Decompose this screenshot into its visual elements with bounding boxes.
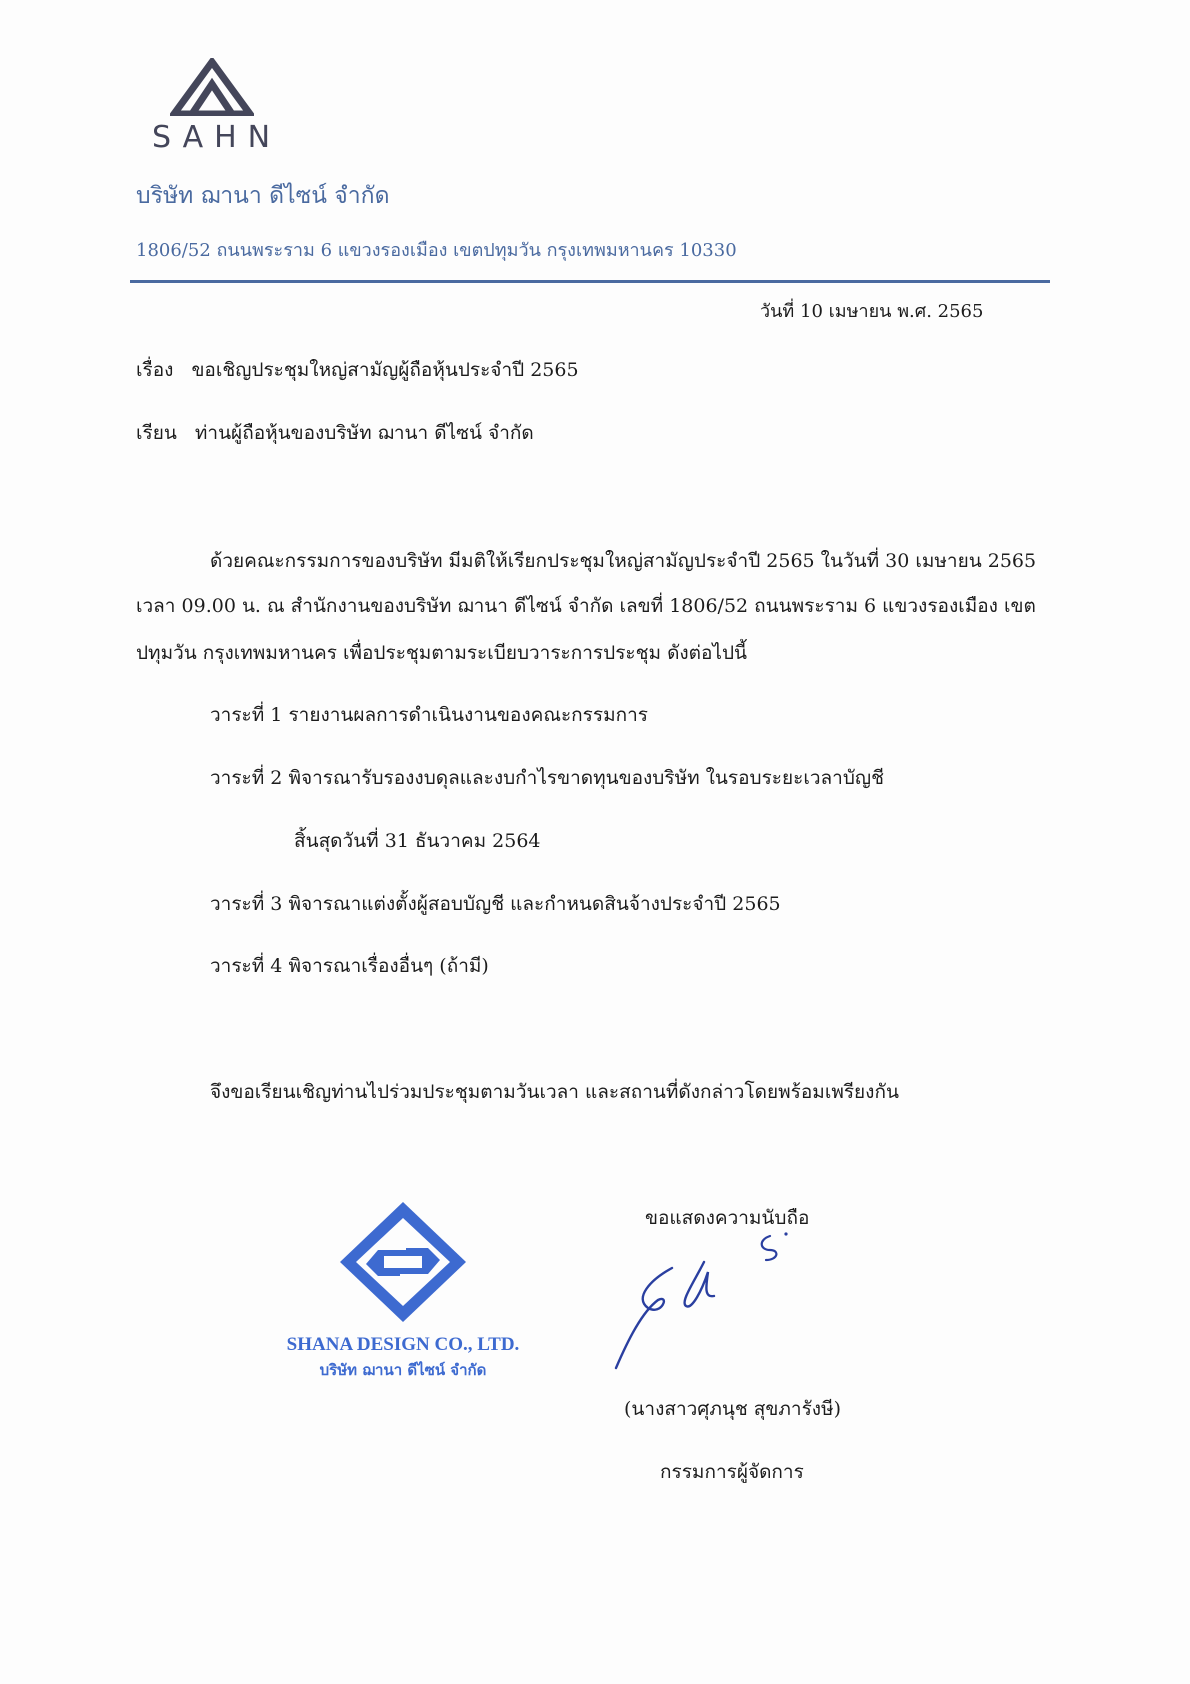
sahn-logo-icon xyxy=(170,58,254,120)
subject-label: เรื่อง xyxy=(136,359,174,381)
recipient-label: เรียน xyxy=(136,422,177,444)
company-stamp-icon xyxy=(338,1200,468,1324)
body-line-2: เวลา 09.00 น. ณ สำนักงานของบริษัท ฌานา ดีไซน์ จำกัด เลขที่ 1806/52 ถนนพระราม 6 แขวงรองเมือง เขต xyxy=(136,595,1036,617)
company-name: บริษัท ฌานา ดีไซน์ จำกัด xyxy=(136,183,390,209)
agenda-item-2: วาระที่ 2 พิจารณารับรองงบดุลและงบกำไรขาดทุนของบริษัท ในรอบระยะเวลาบัญชี xyxy=(210,767,884,789)
signatory-name: (นางสาวศุภนุช สุขภารังษี) xyxy=(624,1398,841,1420)
recipient-text: ท่านผู้ถือหุ้นของบริษัท ฌานา ดีไซน์ จำกัด xyxy=(194,422,534,444)
body-line-3: ปทุมวัน กรุงเทพมหานคร เพื่อประชุมตามระเบียบวาระการประชุม ดังต่อไปนี้ xyxy=(136,642,748,664)
handwritten-signature xyxy=(610,1220,850,1374)
logo-wordmark: SAHN xyxy=(152,120,282,155)
body-line-1: ด้วยคณะกรรมการของบริษัท มีมติให้เรียกประชุมใหญ่สามัญประจำปี 2565 ในวันที่ 30 เมษายน 2565 xyxy=(210,550,1037,572)
agenda-item-2-continued: สิ้นสุดวันที่ 31 ธันวาคม 2564 xyxy=(294,830,541,852)
letter-date: วันที่ 10 เมษายน พ.ศ. 2565 xyxy=(760,301,984,322)
subject-text: ขอเชิญประชุมใหญ่สามัญผู้ถือหุ้นประจำปี 2565 xyxy=(191,359,579,381)
agenda-item-4: วาระที่ 4 พิจารณาเรื่องอื่นๆ (ถ้ามี) xyxy=(210,955,489,977)
closing-text: จึงขอเรียนเชิญท่านไปร่วมประชุมตามวันเวลา และสถานที่ดังกล่าวโดยพร้อมเพรียงกัน xyxy=(210,1081,899,1103)
stamp-thai-name: บริษัท ฌานา ดีไซน์ จำกัด xyxy=(319,1361,487,1379)
agenda-item-3: วาระที่ 3 พิจารณาแต่งตั้งผู้สอบบัญชี และกำหนดสินจ้างประจำปี 2565 xyxy=(210,893,781,915)
header-divider xyxy=(130,280,1050,283)
company-stamp xyxy=(278,1200,528,1382)
stamp-english-name: SHANA DESIGN CO., LTD. xyxy=(286,1334,520,1355)
agenda-item-1: วาระที่ 1 รายงานผลการดำเนินงานของคณะกรรมการ xyxy=(210,704,648,726)
recipient-line xyxy=(136,418,534,448)
company-address: 1806/52 ถนนพระราม 6 แขวงรองเมือง เขตปทุมวัน กรุงเทพมหานคร 10330 xyxy=(136,240,737,261)
regards-text: ขอแสดงความนับถือ xyxy=(645,1207,810,1229)
subject-line xyxy=(136,355,579,385)
signatory-title: กรรมการผู้จัดการ xyxy=(660,1461,804,1483)
